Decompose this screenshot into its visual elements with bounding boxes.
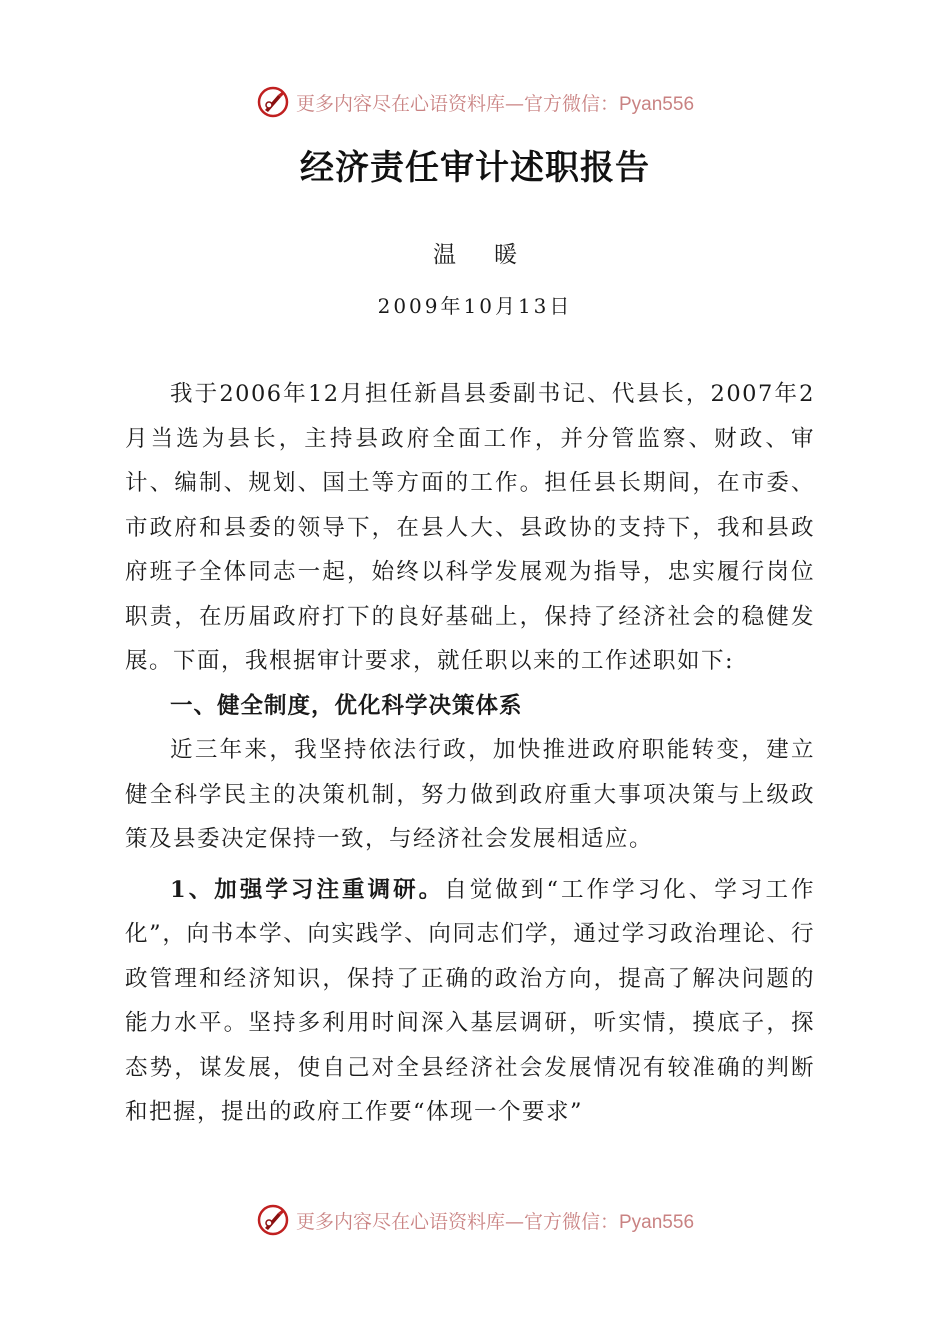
item-1-text: 自觉做到“工作学习化、学习工作化”，向书本学、向实践学、向同志们学，通过学习政治理论、行政管理和经济知识，保持了正确的政治方向，提高了解决问题的能力水平。坚持多利用时间深入基层调研，听实情，摸底子，探态势，谋发展，使自己对全县经济社会发展情况有较准确的判断和把握，提出的政府工作要“体现一个要求” [125, 876, 815, 1125]
author-name: 温暖 [433, 242, 555, 268]
document-body [125, 372, 815, 1135]
pen-logo-icon [256, 85, 290, 119]
document-title: 经济责任审计述职报告 [300, 148, 650, 188]
paragraph-item-1 [125, 868, 815, 1135]
watermark-banner-bottom [0, 1200, 950, 1240]
watermark-banner-top [0, 82, 950, 122]
watermark-text: 更多内容尽在心语资料库—官方微信：Pyan556 [295, 1210, 695, 1233]
watermark-text: 更多内容尽在心语资料库—官方微信：Pyan556 [295, 92, 695, 115]
pen-logo-icon [256, 1203, 290, 1237]
paragraph-intro: 我于2006年12月担任新昌县委副书记、代县长，2007年2月当选为县长，主持县政府全面工作，并分管监察、财政、审计、编制、规划、国土等方面的工作。担任县长期间，在市委、市政府和县委的领导下，在县人大、县政协的支持下，我和县政府班子全体同志一起，始终以科学发展观为指导，忠实履行岗位职责，在历届政府打下的良好基础上，保持了经济社会的稳健发展。下面，我根据审计要求，就任职以来的工作述职如下: [125, 381, 815, 674]
document-date: 2009年10月13日 [377, 294, 573, 318]
paragraph-section-1: 近三年来，我坚持依法行政，加快推进政府职能转变，建立健全科学民主的决策机制，努力做到政府重大事项决策与上级政策及县委决定保持一致，与经济社会发展相适应。 [125, 737, 815, 852]
item-1-lead: 1、加强学习注重调研。 [170, 876, 445, 903]
section-heading-1: 一、健全制度，优化科学决策体系 [170, 692, 523, 719]
